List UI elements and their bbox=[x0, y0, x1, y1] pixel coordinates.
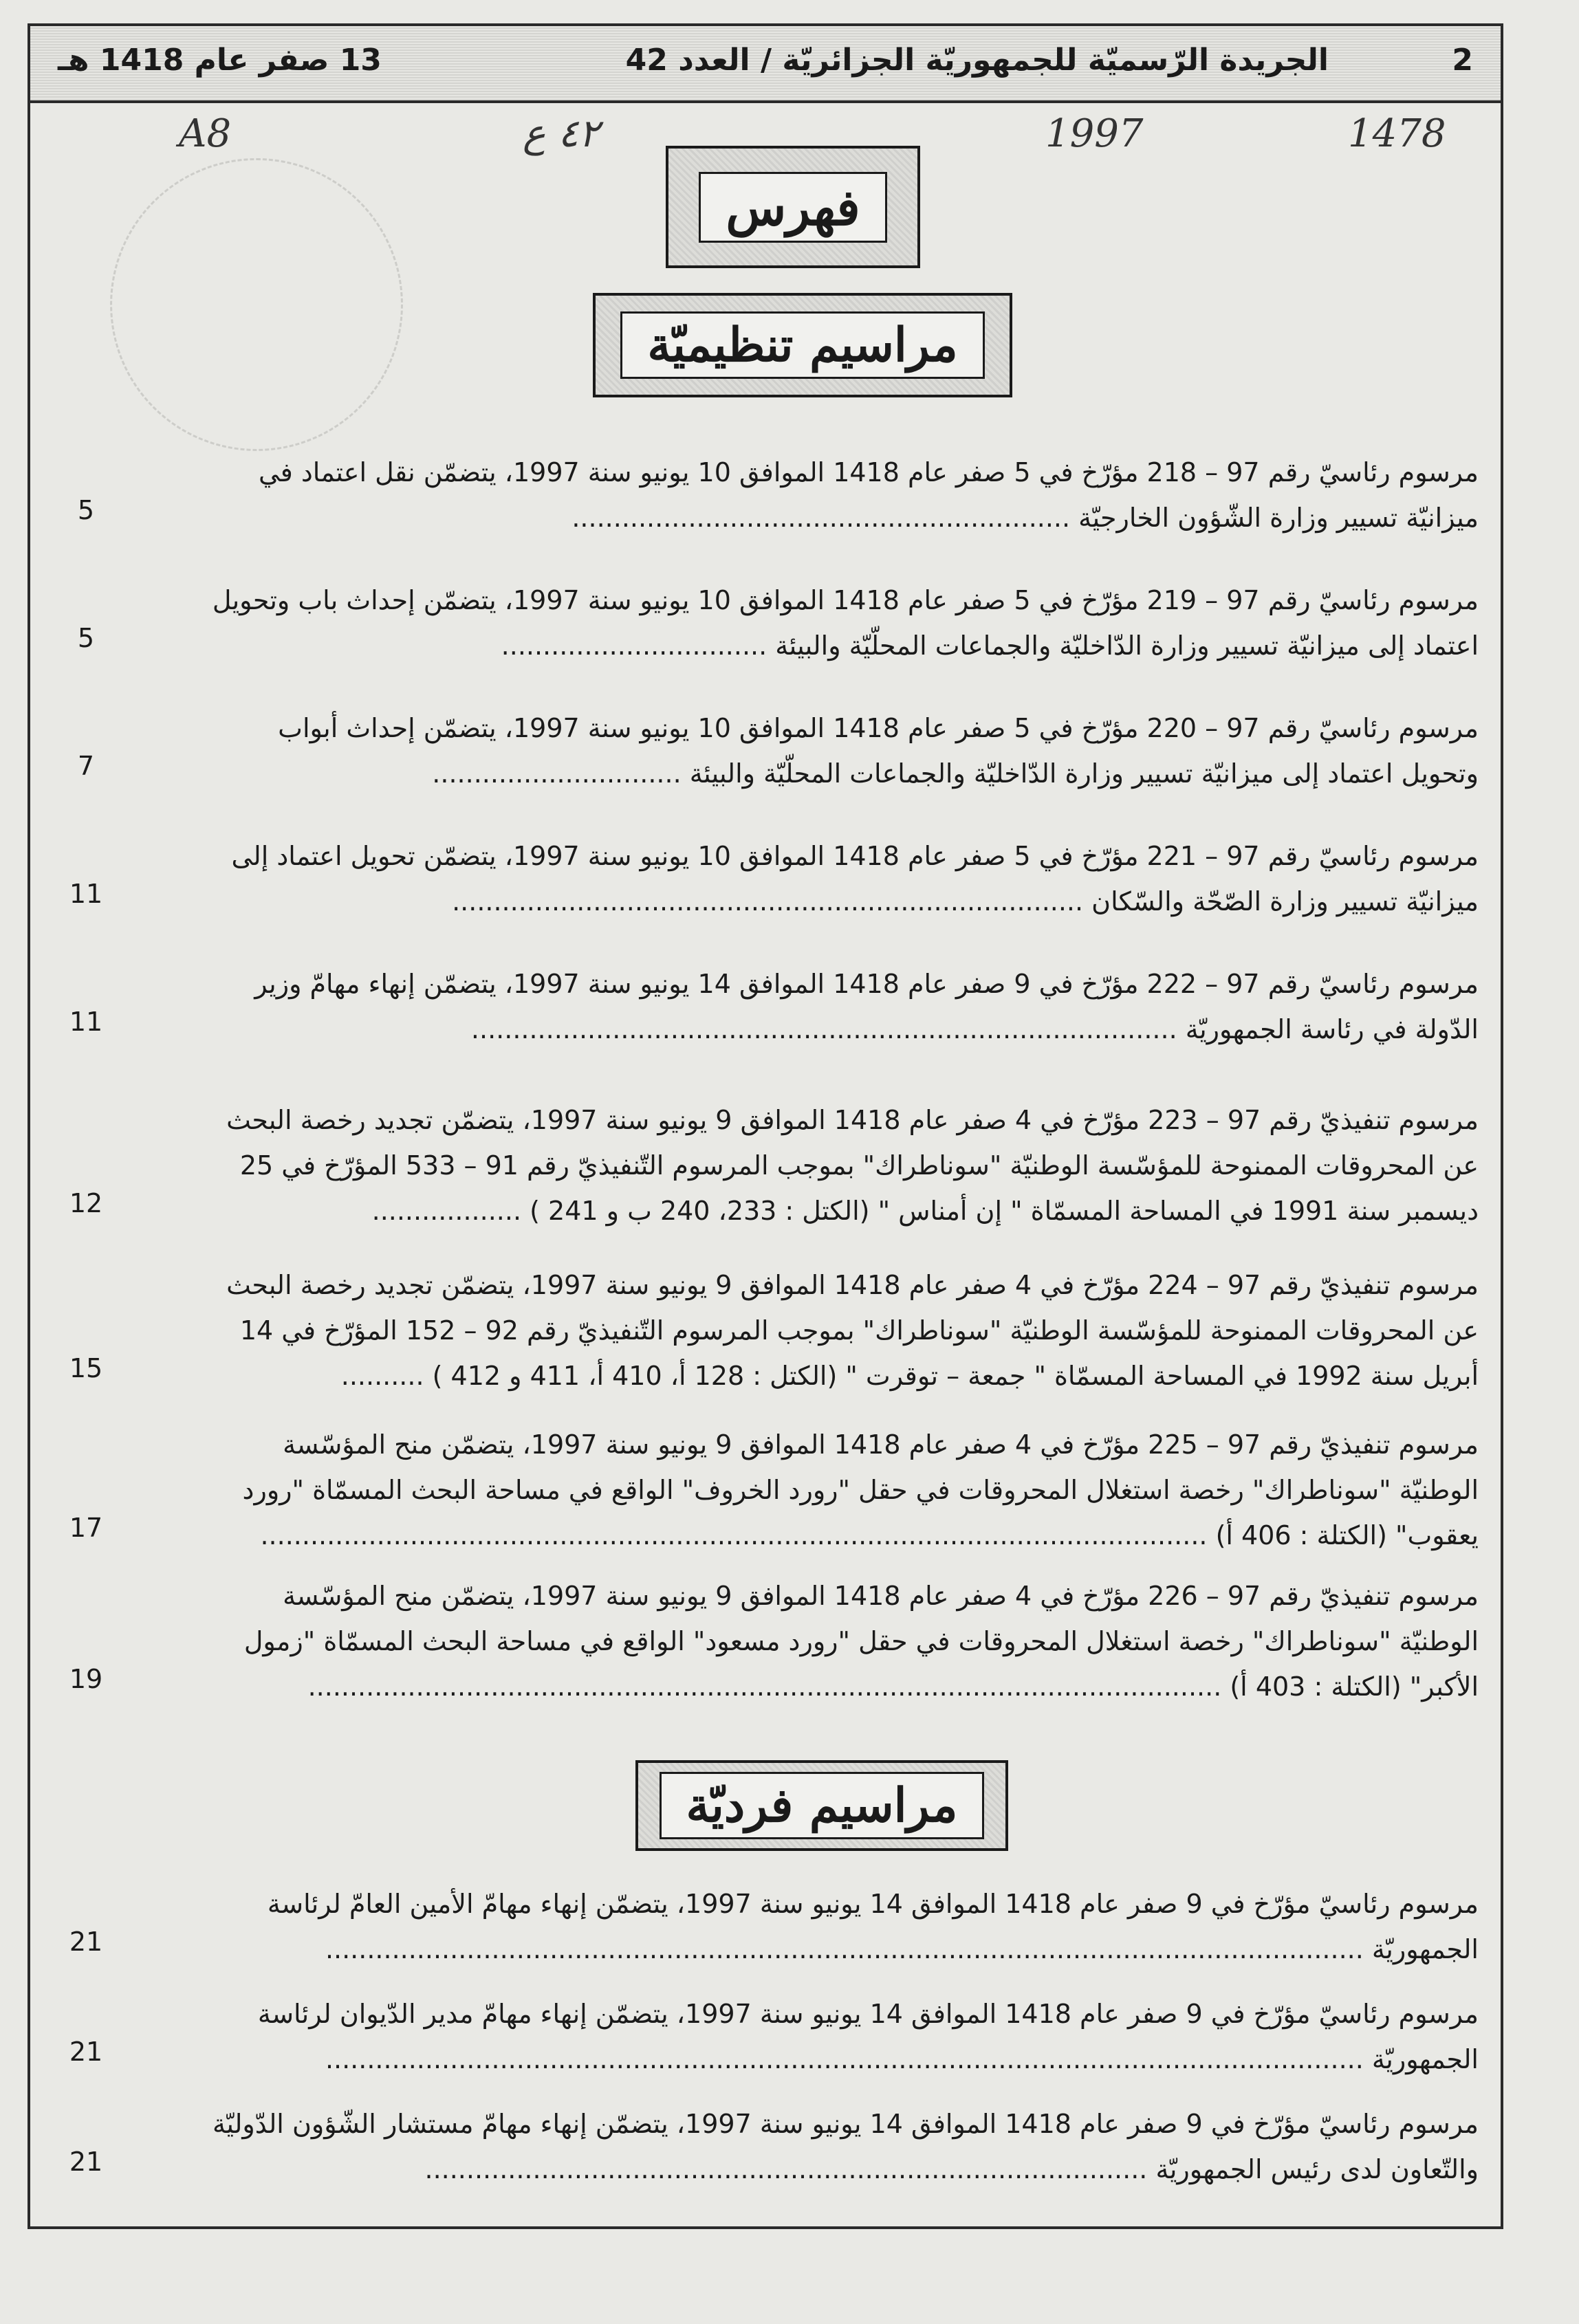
entry-line: يعقوب" (الكتلة : 406 أ) bbox=[1215, 1520, 1479, 1550]
entry-line: ميزانيّة تسيير وزارة الصّحّة والسّكان bbox=[1091, 886, 1479, 917]
entry-page-number: 21 bbox=[69, 2147, 103, 2177]
entry-page-number: 7 bbox=[77, 751, 95, 781]
entry-line: اعتماد إلى ميزانيّة تسيير وزارة الدّاخليّة والجماعات المحلّيّة والبيئة bbox=[775, 631, 1479, 661]
regulatory-decrees-heading-box bbox=[593, 293, 1012, 397]
entry-page-number: 21 bbox=[69, 2037, 103, 2067]
entry-line: ديسمبر سنة 1991 في المساحة المسمّاة " إن أمناس " (الكتل : 233، 240 ب و 241 ) bbox=[530, 1196, 1479, 1226]
toc-entry: مرسوم رئاسيّ رقم 97 – 219 مؤرّخ في 5 صفر عام 1418 الموافق 10 يونيو سنة 1997، يتضمّن إحداث باب وتحويل اعتماد إلى ميزانيّة تسيير وزارة الدّاخليّة والجماعات المحلّيّة والبيئة ................................ bbox=[131, 578, 1479, 668]
entry-line: مرسوم رئاسيّ مؤرّخ في 9 صفر عام 1418 الموافق 14 يونيو سنة 1997، يتضمّن إنهاء مهامّ مدير الدّيوان لرئاسة bbox=[257, 1999, 1479, 2029]
entry-line: مرسوم رئاسيّ رقم 97 – 221 مؤرّخ في 5 صفر عام 1418 الموافق 10 يونيو سنة 1997، يتضمّن تحويل اعتماد إلى bbox=[231, 841, 1479, 871]
gazette-title: الجريدة الرّسميّة للجمهوريّة الجزائريّة / العدد 42 bbox=[625, 43, 1329, 78]
entry-line: الدّولة في رئاسة الجمهوريّة bbox=[1185, 1014, 1479, 1044]
entry-line: الجمهوريّة bbox=[1371, 2044, 1479, 2074]
toc-entry: مرسوم رئاسيّ رقم 97 – 218 مؤرّخ في 5 صفر عام 1418 الموافق 10 يونيو سنة 1997، يتضمّن نقل اعتماد في ميزانيّة تسيير وزارة الشّؤون الخارجيّة ............................................................ bbox=[131, 450, 1479, 540]
entry-line: الجمهوريّة bbox=[1371, 1934, 1479, 1964]
entry-line: وتحويل اعتماد إلى ميزانيّة تسيير وزارة الدّاخليّة والجماعات المحلّيّة والبيئة bbox=[689, 758, 1479, 789]
toc-entry: مرسوم تنفيذيّ رقم 97 – 226 مؤرّخ في 4 صفر عام 1418 الموافق 9 يونيو سنة 1997، يتضمّن منح المؤسّسة الوطنيّة "سوناطراك" رخصة استغلال المحروقات في حقل "رورد مسعود" الواقع في مساحة البحث المسمّاة "زمول الأكبر" (الكتلة : 403 أ) .............................................................................................................. bbox=[131, 1573, 1479, 1709]
entry-page-number: 12 bbox=[69, 1188, 103, 1218]
entry-line: عن المحروقات الممنوحة للمؤسّسة الوطنيّة "سوناطراك" بموجب المرسوم التّنفيذيّ رقم 91 – 533 المؤرّخ في 25 bbox=[239, 1150, 1479, 1181]
index-title-box bbox=[666, 146, 920, 268]
individual-decrees-heading: مراسيم فرديّة bbox=[660, 1772, 985, 1839]
toc-entry: مرسوم رئاسيّ رقم 97 – 221 مؤرّخ في 5 صفر عام 1418 الموافق 10 يونيو سنة 1997، يتضمّن تحويل اعتماد إلى ميزانيّة تسيير وزارة الصّحّة والسّكان ............................................................................ bbox=[131, 833, 1479, 924]
page-number: 2 bbox=[1452, 43, 1473, 78]
entry-line: الوطنيّة "سوناطراك" رخصة استغلال المحروقات في حقل "رورد مسعود" الواقع في مساحة البحث المسمّاة "زمول bbox=[243, 1626, 1479, 1656]
handwritten-note-1: 1478 bbox=[1348, 111, 1446, 156]
entry-page-number: 15 bbox=[69, 1353, 103, 1383]
entry-page-number: 11 bbox=[69, 1007, 103, 1037]
entry-page-number: 21 bbox=[69, 1927, 103, 1957]
entry-page-number: 11 bbox=[69, 879, 103, 909]
entry-line: الأكبر" (الكتلة : 403 أ) bbox=[1230, 1671, 1479, 1702]
individual-decrees-heading-box bbox=[635, 1760, 1008, 1851]
entry-line: مرسوم تنفيذيّ رقم 97 – 226 مؤرّخ في 4 صفر عام 1418 الموافق 9 يونيو سنة 1997، يتضمّن منح المؤسّسة bbox=[283, 1581, 1479, 1611]
entry-line: أبريل سنة 1992 في المساحة المسمّاة " جمعة – توقرت " (الكتل : 128 أ، 410 أ، 411 و 412 ) bbox=[432, 1361, 1479, 1391]
entry-page-number: 5 bbox=[77, 495, 95, 525]
entry-line: مرسوم رئاسيّ رقم 97 – 218 مؤرّخ في 5 صفر عام 1418 الموافق 10 يونيو سنة 1997، يتضمّن نقل اعتماد في bbox=[258, 457, 1479, 487]
entry-line: ميزانيّة تسيير وزارة الشّؤون الخارجيّة bbox=[1078, 503, 1479, 533]
entry-line: والتّعاون لدى رئيس الجمهوريّة bbox=[1155, 2154, 1479, 2184]
handwritten-note-4: A8 bbox=[179, 111, 232, 156]
handwritten-note-3: ٤٢ ع bbox=[523, 111, 600, 156]
entry-line: مرسوم تنفيذيّ رقم 97 – 223 مؤرّخ في 4 صفر عام 1418 الموافق 9 يونيو سنة 1997، يتضمّن تجديد رخصة البحث bbox=[226, 1105, 1479, 1135]
entry-line: مرسوم رئاسيّ مؤرّخ في 9 صفر عام 1418 الموافق 14 يونيو سنة 1997، يتضمّن إنهاء مهامّ الأمين العامّ لرئاسة bbox=[267, 1889, 1479, 1919]
entry-page-number: 5 bbox=[77, 623, 95, 653]
entry-line: مرسوم تنفيذيّ رقم 97 – 225 مؤرّخ في 4 صفر عام 1418 الموافق 9 يونيو سنة 1997، يتضمّن منح المؤسّسة bbox=[283, 1429, 1479, 1460]
regulatory-decrees-heading: مراسيم تنظيميّة bbox=[620, 311, 984, 379]
toc-entry: مرسوم رئاسيّ مؤرّخ في 9 صفر عام 1418 الموافق 14 يونيو سنة 1997، يتضمّن إنهاء مهامّ الأمين العامّ لرئاسة الجمهوريّة ............................................................................................................................. bbox=[131, 1881, 1479, 1972]
toc-entry: مرسوم رئاسيّ رقم 97 – 222 مؤرّخ في 9 صفر عام 1418 الموافق 14 يونيو سنة 1997، يتضمّن إنهاء مهامّ وزير الدّولة في رئاسة الجمهوريّة ..................................................................................... bbox=[131, 961, 1479, 1052]
entry-line: مرسوم رئاسيّ رقم 97 – 222 مؤرّخ في 9 صفر عام 1418 الموافق 14 يونيو سنة 1997، يتضمّن إنهاء مهامّ وزير bbox=[254, 969, 1479, 999]
index-title: فهرس bbox=[699, 172, 886, 243]
entry-line: الوطنيّة "سوناطراك" رخصة استغلال المحروقات في حقل "رورد الخروف" الواقع في مساحة البحث المسمّاة "رورد bbox=[242, 1475, 1479, 1505]
toc-entry: مرسوم رئاسيّ مؤرّخ في 9 صفر عام 1418 الموافق 14 يونيو سنة 1997، يتضمّن إنهاء مهامّ مستشار الشّؤون الدّوليّة والتّعاون لدى رئيس الجمهوريّة ....................................................................................... bbox=[131, 2101, 1479, 2192]
entry-line: مرسوم رئاسيّ مؤرّخ في 9 صفر عام 1418 الموافق 14 يونيو سنة 1997، يتضمّن إنهاء مهامّ مستشار الشّؤون الدّوليّة bbox=[213, 2109, 1479, 2139]
toc-entry: مرسوم تنفيذيّ رقم 97 – 225 مؤرّخ في 4 صفر عام 1418 الموافق 9 يونيو سنة 1997، يتضمّن منح المؤسّسة الوطنيّة "سوناطراك" رخصة استغلال المحروقات في حقل "رورد الخروف" الواقع في مساحة البحث المسمّاة "رورد يعقوب" (الكتلة : 406 أ) .................................................................................................................. bbox=[131, 1422, 1479, 1558]
toc-entry: مرسوم تنفيذيّ رقم 97 – 223 مؤرّخ في 4 صفر عام 1418 الموافق 9 يونيو سنة 1997، يتضمّن تجديد رخصة البحث عن المحروقات الممنوحة للمؤسّسة الوطنيّة "سوناطراك" بموجب المرسوم التّنفيذيّ رقم 91 – 533 المؤرّخ في 25 ديسمبر سنة 1991 في المساحة المسمّاة " إن أمناس " (الكتل : 233، 240 ب و 241 ) .................. bbox=[131, 1097, 1479, 1234]
entry-page-number: 17 bbox=[69, 1513, 103, 1543]
issue-date: 13 صفر عام 1418 هـ bbox=[58, 43, 382, 78]
entry-line: مرسوم رئاسيّ رقم 97 – 219 مؤرّخ في 5 صفر عام 1418 الموافق 10 يونيو سنة 1997، يتضمّن إحداث باب وتحويل bbox=[212, 585, 1479, 615]
entry-line: مرسوم تنفيذيّ رقم 97 – 224 مؤرّخ في 4 صفر عام 1418 الموافق 9 يونيو سنة 1997، يتضمّن تجديد رخصة البحث bbox=[226, 1270, 1479, 1300]
toc-entry: مرسوم تنفيذيّ رقم 97 – 224 مؤرّخ في 4 صفر عام 1418 الموافق 9 يونيو سنة 1997، يتضمّن تجديد رخصة البحث عن المحروقات الممنوحة للمؤسّسة الوطنيّة "سوناطراك" بموجب المرسوم التّنفيذيّ رقم 92 – 152 المؤرّخ في 14 أبريل سنة 1992 في المساحة المسمّاة " جمعة – توقرت " (الكتل : 128 أ، 410 أ، 411 و 412 ) .......... bbox=[131, 1262, 1479, 1399]
toc-entry: مرسوم رئاسيّ مؤرّخ في 9 صفر عام 1418 الموافق 14 يونيو سنة 1997، يتضمّن إنهاء مهامّ مدير الدّيوان لرئاسة الجمهوريّة ............................................................................................................................. bbox=[131, 1991, 1479, 2082]
entry-line: عن المحروقات الممنوحة للمؤسّسة الوطنيّة "سوناطراك" بموجب المرسوم التّنفيذيّ رقم 92 – 152 المؤرّخ في 14 bbox=[239, 1315, 1479, 1346]
gazette-header bbox=[30, 26, 1501, 103]
entry-line: مرسوم رئاسيّ رقم 97 – 220 مؤرّخ في 5 صفر عام 1418 الموافق 10 يونيو سنة 1997، يتضمّن إحداث أبواب bbox=[278, 713, 1479, 743]
toc-entry: مرسوم رئاسيّ رقم 97 – 220 مؤرّخ في 5 صفر عام 1418 الموافق 10 يونيو سنة 1997، يتضمّن إحداث أبواب وتحويل اعتماد إلى ميزانيّة تسيير وزارة الدّاخليّة والجماعات المحلّيّة والبيئة .............................. bbox=[131, 705, 1479, 796]
handwritten-note-2: 1997 bbox=[1045, 111, 1144, 156]
entry-page-number: 19 bbox=[69, 1664, 103, 1694]
